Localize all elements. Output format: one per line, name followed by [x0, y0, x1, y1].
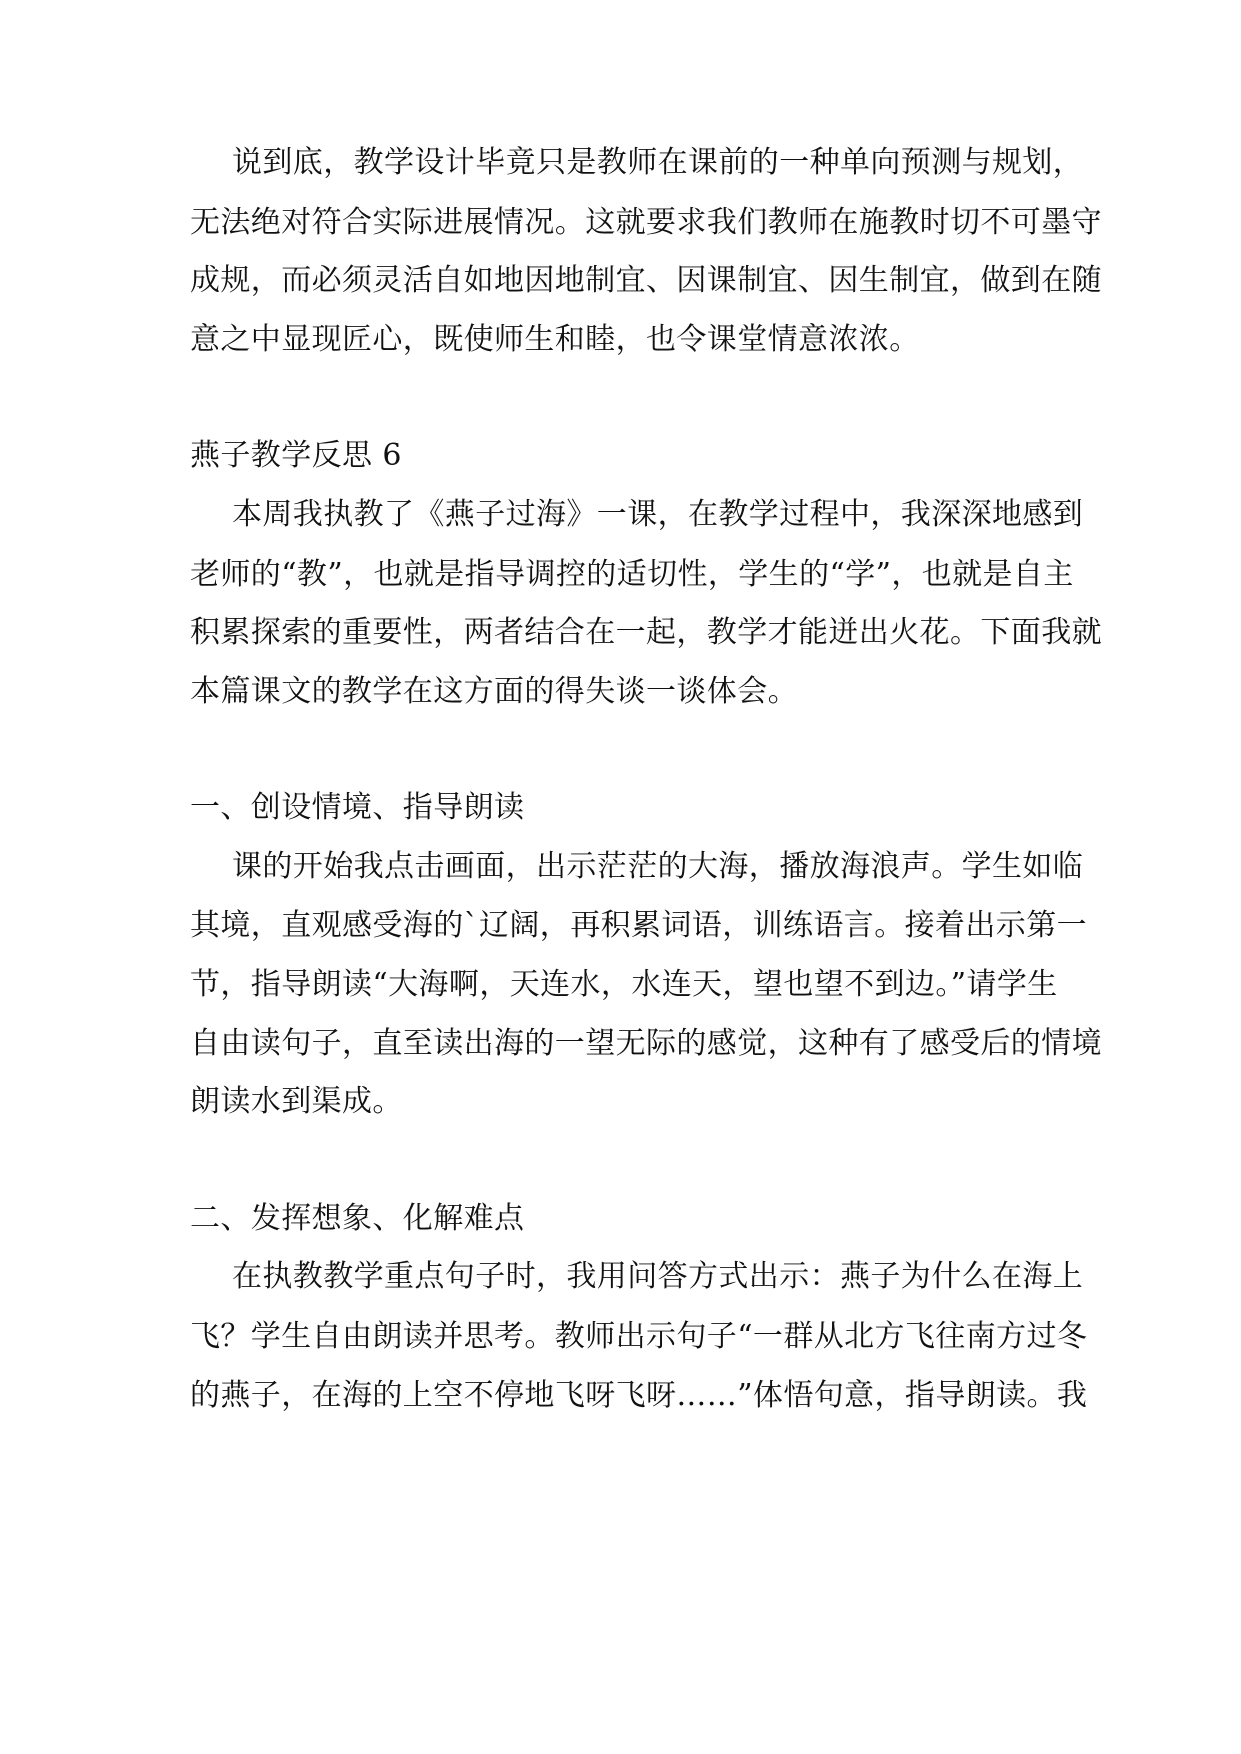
paragraph-1-line-1: 说到底，教学设计毕竟只是教师在课前的一种单向预测与规划， — [232, 145, 1084, 180]
paragraph-2-line-4: 本篇课文的教学在这方面的得失谈一谈体会。 — [190, 674, 798, 709]
paragraph-2-line-3: 积累探索的重要性，两者结合在一起，教学才能迸出火花。下面我就 — [190, 615, 1102, 650]
paragraph-3-line-5: 朗读水到渠成。 — [190, 1084, 403, 1119]
paragraph-4-line-3: 的燕子，在海的上空不停地飞呀飞呀……”体悟句意，指导朗读。我 — [190, 1378, 1088, 1413]
section-heading-3: 二、发挥想象、化解难点 — [190, 1201, 525, 1236]
paragraph-3-line-4: 自由读句子，直至读出海的一望无际的感觉，这种有了感受后的情境 — [190, 1026, 1102, 1061]
section-heading-1: 燕子教学反思 6 — [190, 438, 402, 473]
paragraph-4-line-2: 飞？学生自由朗读并思考。教师出示句子“一群从北方飞往南方过冬 — [190, 1319, 1088, 1354]
paragraph-4-line-1: 在执教教学重点句子时，我用问答方式出示：燕子为什么在海上 — [232, 1259, 1084, 1294]
paragraph-2-line-2: 老师的“教”，也就是指导调控的适切性，学生的“学”，也就是自主 — [190, 557, 1074, 592]
paragraph-3-line-1: 课的开始我点击画面，出示茫茫的大海，播放海浪声。学生如临 — [232, 849, 1084, 884]
paragraph-3-line-2: 其境，直观感受海的`辽阔，再积累词语，训练语言。接着出示第一 — [190, 908, 1087, 943]
paragraph-3-line-3: 节，指导朗读“大海啊，天连水，水连天，望也望不到边。”请学生 — [190, 967, 1058, 1002]
paragraph-1-line-4: 意之中显现匠心，既使师生和睦，也令课堂情意浓浓。 — [190, 322, 920, 357]
paragraph-1-line-3: 成规，而必须灵活自如地因地制宜、因课制宜、因生制宜，做到在随 — [190, 263, 1102, 298]
section-heading-2: 一、创设情境、指导朗读 — [190, 790, 525, 825]
paragraph-2-line-1: 本周我执教了《燕子过海》一课，在教学过程中，我深深地感到 — [232, 497, 1084, 532]
paragraph-1-line-2: 无法绝对符合实际进展情况。这就要求我们教师在施教时切不可墨守 — [190, 205, 1102, 240]
